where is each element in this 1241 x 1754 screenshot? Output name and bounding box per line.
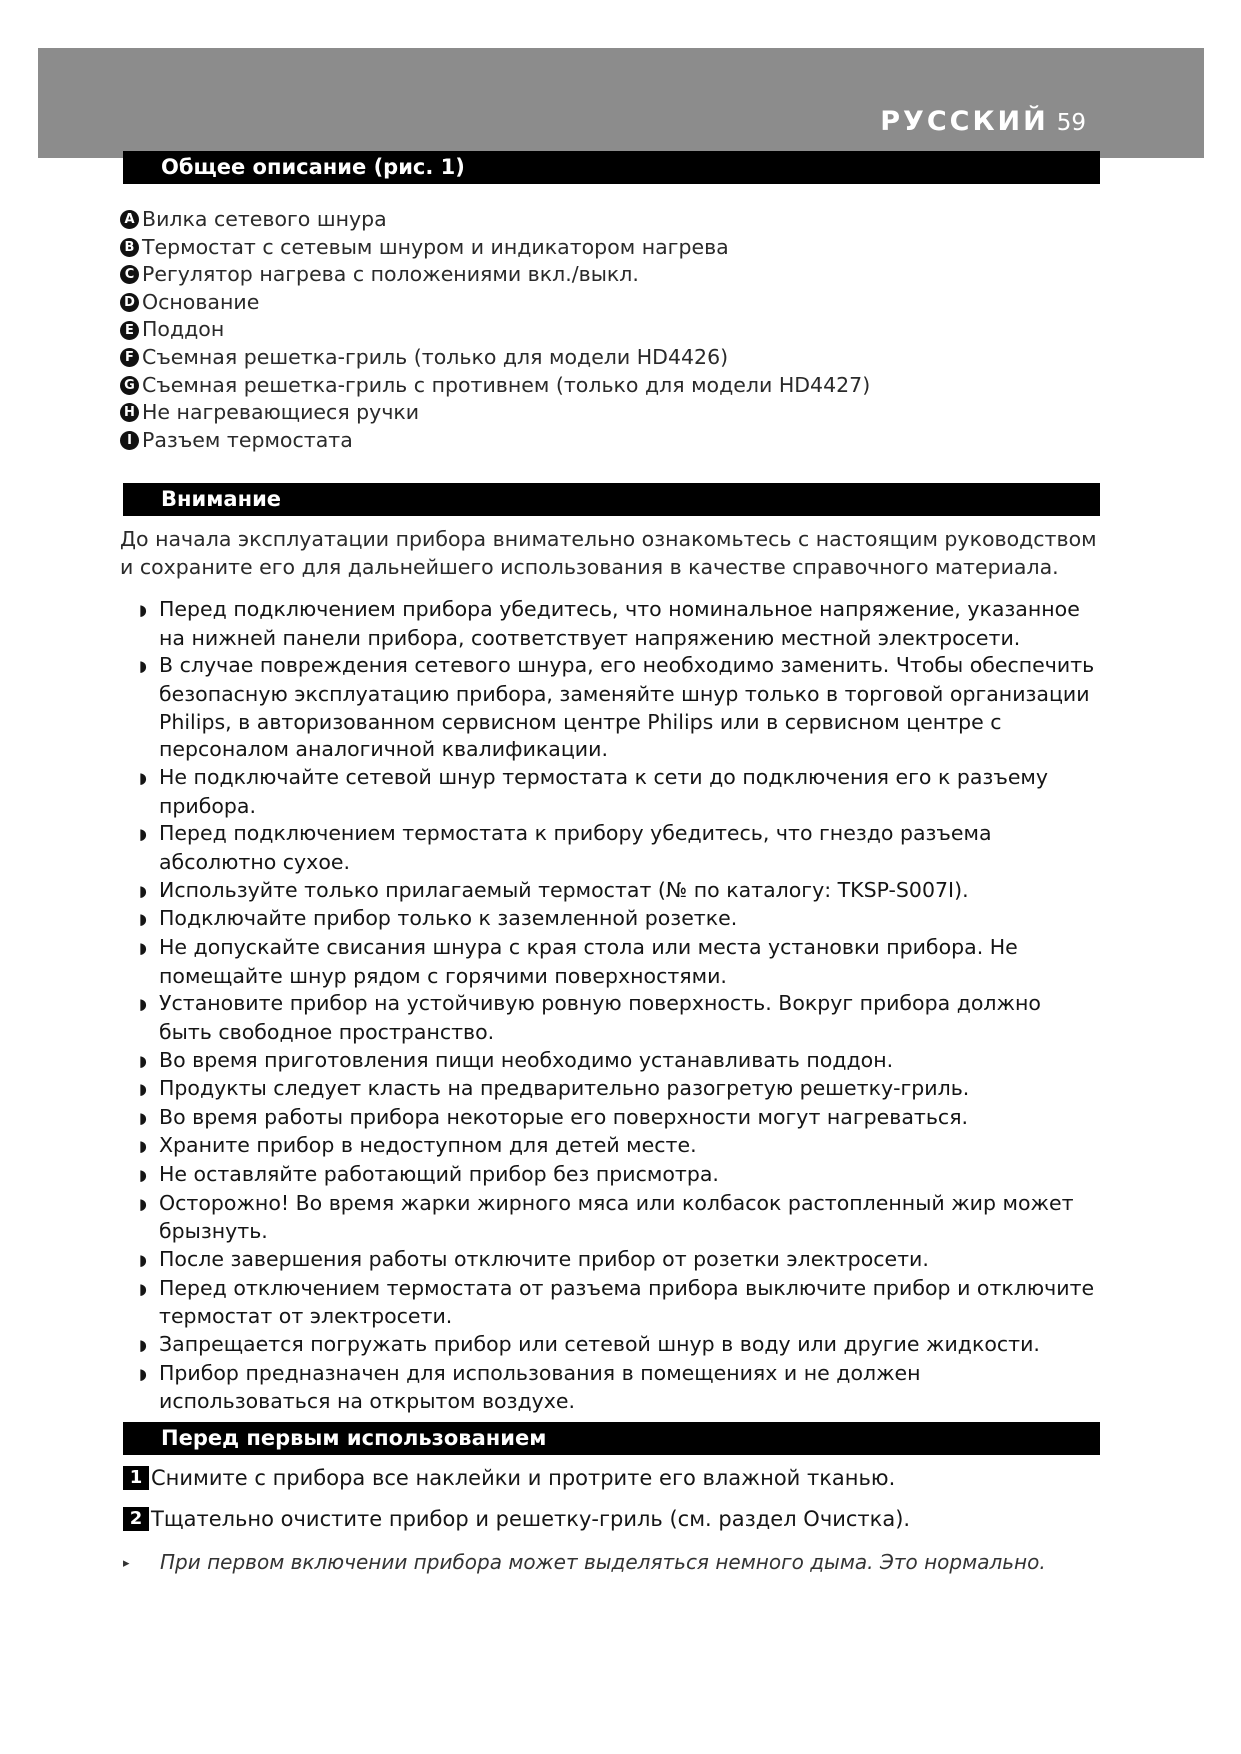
warning-item — [120, 764, 1095, 820]
bullet-icon: ◗ — [139, 1336, 147, 1355]
part-item — [120, 289, 870, 317]
step-number: 2 — [123, 1507, 149, 1531]
warning-item — [120, 990, 1095, 1046]
step-1 — [123, 1466, 895, 1490]
part-text: Вилка сетевого шнура — [142, 207, 387, 231]
warning-item — [120, 934, 1095, 990]
bullet-icon: ◗ — [139, 601, 147, 619]
warning-item — [120, 1075, 1095, 1104]
section-title-warning: Внимание — [123, 483, 1100, 516]
warning-item — [120, 1275, 1095, 1331]
bullet-icon: ◗ — [139, 881, 147, 900]
part-item — [120, 261, 870, 289]
section-title-general: Общее описание (рис. 1) — [123, 151, 1100, 184]
part-text: Основание — [142, 289, 260, 314]
bullet-icon: ◗ — [139, 768, 147, 787]
section-title-first-use: Перед первым использованием — [123, 1422, 1100, 1455]
bullet-icon: ◗ — [139, 1137, 147, 1156]
warning-text: Используйте только прилагаемый термостат (№ по каталогу: TKSP-S007I). — [159, 877, 969, 902]
part-item — [120, 427, 870, 455]
part-text: Регулятор нагрева с положениями вкл./выкл. — [142, 262, 639, 287]
warning-text: Осторожно! Во время жарки жирного мяса или колбасок растопленный жир может брызнуть. — [159, 1190, 1074, 1244]
part-item — [120, 344, 870, 372]
warning-text: Запрещается погружать прибор или сетевой шнур в воду или другие жидкости. — [159, 1332, 1040, 1357]
bullet-icon: ◗ — [139, 825, 147, 844]
bullet-icon: ◗ — [139, 1194, 147, 1213]
part-letter-badge: A — [120, 210, 139, 229]
part-item — [120, 372, 870, 400]
warning-text: Перед отключением термостата от разъема прибора выключите прибор и отключите термостат от электросети. — [159, 1275, 1095, 1329]
warning-item — [120, 820, 1095, 876]
warning-text: В случае повреждения сетевого шнура, его необходимо заменить. Чтобы обеспечить безопасную эксплуатацию прибора, заменяйте шнур только в торговой организации Philips, в авторизованном сервисном центре Philips или в сервисном центре с персоналом аналогичной квалификации. — [159, 653, 1095, 762]
page-number: 59 — [1056, 110, 1086, 136]
warning-item — [120, 596, 1095, 652]
warning-text: Во время приготовления пищи необходимо устанавливать поддон. — [159, 1047, 894, 1072]
warning-item — [120, 1104, 1095, 1133]
part-text: Термостат с сетевым шнуром и индикатором нагрева — [142, 234, 729, 259]
note-arrow-icon: ▸ — [123, 1556, 130, 1571]
first-use-note — [123, 1550, 1046, 1574]
warning-text: Подключайте прибор только к заземленной розетке. — [159, 906, 738, 931]
warnings-list — [120, 596, 1095, 1416]
warning-text: Прибор предназначен для использования в помещениях и не должен использоваться на открытом воздухе. — [159, 1360, 921, 1414]
bullet-icon: ◗ — [139, 1251, 147, 1270]
warning-text: Храните прибор в недоступном для детей месте. — [159, 1133, 697, 1158]
warning-item — [120, 1047, 1095, 1076]
warning-item — [120, 1190, 1095, 1246]
part-text: Съемная решетка-гриль с противнем (только для модели HD4427) — [142, 372, 871, 397]
warning-text: Не подключайте сетевой шнур термостата к сети до подключения его к разъему прибора. — [159, 764, 1049, 818]
step-number: 1 — [123, 1466, 149, 1490]
header-band — [38, 48, 1204, 158]
part-text: Разъем термостата — [142, 427, 353, 452]
part-text: Не нагревающиеся ручки — [142, 400, 420, 425]
language-label: РУССКИЙ — [880, 106, 1049, 137]
warning-item — [120, 652, 1095, 764]
warning-text: Установите прибор на устойчивую ровную поверхность. Вокруг прибора должно быть свободное пространство. — [159, 991, 1041, 1044]
warning-text: Во время работы прибора некоторые его поверхности могут нагреваться. — [159, 1104, 969, 1129]
warning-text: Продукты следует класть на предварительно разогретую решетку-гриль. — [159, 1076, 970, 1101]
bullet-icon: ◗ — [139, 1279, 147, 1298]
warning-item — [120, 1132, 1095, 1161]
part-item — [120, 234, 870, 262]
step-text: Тщательно очистите прибор и решетку-гриль (см. раздел Очистка). — [151, 1507, 911, 1531]
part-text: Поддон — [142, 317, 225, 342]
warning-item — [120, 905, 1095, 934]
step-text: Снимите с прибора все наклейки и протрите его влажной тканью. — [151, 1466, 896, 1490]
bullet-icon: ◗ — [139, 995, 147, 1014]
step-2 — [123, 1507, 910, 1531]
warning-text: Не оставляйте работающий прибор без присмотра. — [159, 1162, 719, 1187]
warning-item — [120, 1246, 1095, 1275]
part-text: Съемная решетка-гриль (только для модели HD4426) — [142, 344, 729, 369]
bullet-icon: ◗ — [139, 1166, 147, 1185]
part-letter-badge: H — [120, 403, 139, 422]
warning-text: Не допускайте свисания шнура с края стола или места установки прибора. Не помещайте шнур рядом с горячими поверхностями. — [159, 934, 1018, 988]
warning-text: Перед подключением термостата к прибору убедитесь, что гнездо разъема абсолютно сухое. — [159, 821, 992, 874]
bullet-icon: ◗ — [139, 910, 147, 929]
warning-item — [120, 1331, 1095, 1360]
parts-list — [120, 206, 870, 454]
part-item — [120, 316, 870, 344]
part-letter-badge: D — [120, 293, 139, 312]
warning-intro: До начала эксплуатации прибора внимательно ознакомьтесь с настоящим руководством и сохраните его для дальнейшего использования в качестве справочного материала. — [120, 527, 1097, 579]
part-item — [120, 399, 870, 427]
part-letter-badge: E — [120, 321, 139, 340]
bullet-icon: ◗ — [139, 657, 147, 676]
part-letter-badge: C — [120, 265, 139, 284]
bullet-icon: ◗ — [139, 1080, 147, 1099]
bullet-icon: ◗ — [139, 1364, 147, 1383]
part-letter-badge: I — [120, 431, 139, 450]
part-item — [120, 206, 870, 234]
bullet-icon: ◗ — [139, 1108, 147, 1127]
part-letter-badge: B — [120, 238, 139, 257]
note-text: При первом включении прибора может выделяться немного дыма. Это нормально. — [160, 1550, 1046, 1574]
part-letter-badge: G — [120, 376, 139, 395]
warning-item — [120, 877, 1095, 906]
warning-text: Перед подключением прибора убедитесь, что номинальное напряжение, указанное на нижней панели прибора, соответствует напряжению местной электросети. — [159, 597, 1080, 650]
warning-item — [120, 1161, 1095, 1190]
part-letter-badge: F — [120, 348, 139, 367]
warning-text: После завершения работы отключите прибор от розетки электросети. — [159, 1247, 929, 1272]
warning-item — [120, 1360, 1095, 1416]
language-header — [880, 106, 1086, 137]
bullet-icon: ◗ — [139, 1051, 147, 1070]
bullet-icon: ◗ — [139, 938, 147, 957]
